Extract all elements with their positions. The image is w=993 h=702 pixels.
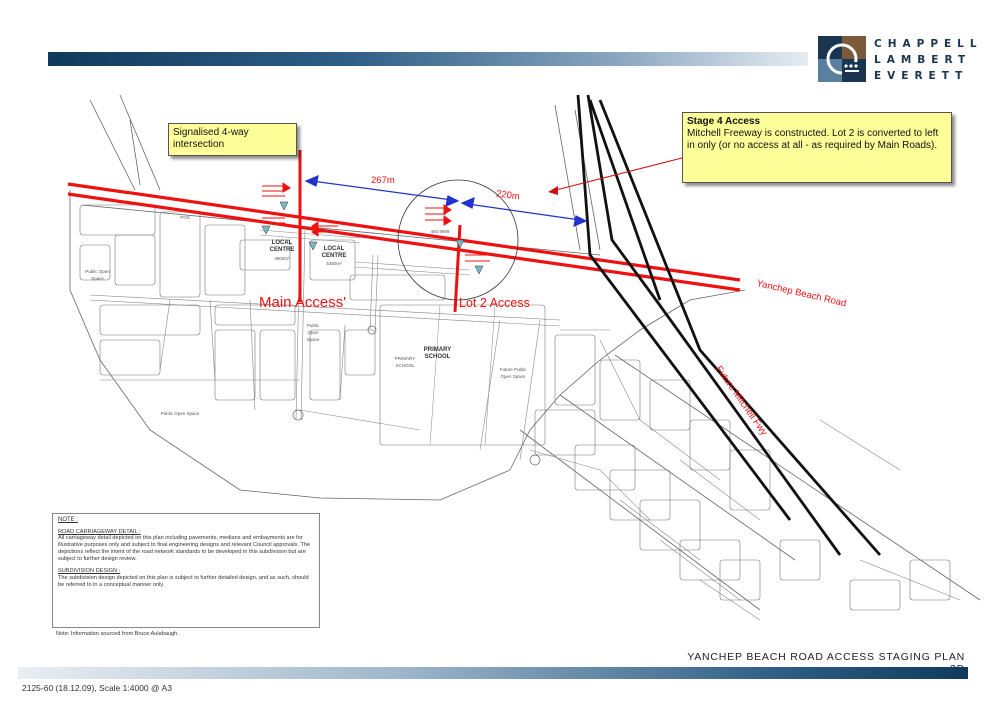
- future-mitchell-fwy-label: Future Mitchell Fwy: [712, 364, 770, 438]
- note-heading: NOTE :: [58, 517, 79, 523]
- signalised-intersection-text: Signalised 4-way intersection: [173, 127, 249, 150]
- footer-bar: [18, 667, 968, 679]
- school-grounds: [430, 305, 495, 445]
- logo-line-1: CHAPPELL: [874, 38, 983, 50]
- pos-label-1: Public Open Space: [85, 269, 110, 281]
- pos-label-3: Public Open Space: [160, 411, 200, 416]
- future-pos-label: Future Public Open Space: [499, 367, 527, 379]
- primary-school-label-2: PRIMARY SCHOOL: [394, 356, 416, 368]
- yanchep-beach-road-label: Yanchep Beach Road: [755, 278, 848, 310]
- road-carriageway-title: ROAD CARRIAGEWAY DETAIL :: [58, 528, 141, 535]
- signalised-intersection-callout: [168, 123, 297, 156]
- lot2-access-label: Lot 2 Access: [459, 296, 530, 310]
- pos-label-2: Public Open Space: [306, 323, 320, 342]
- local-centre-1-area: 3900m²: [274, 256, 290, 261]
- plan-reference: 2125-60 (18.12.09), Scale 1:4000 @ A3: [22, 683, 172, 693]
- logo-line-2: LAMBERT: [874, 54, 972, 66]
- local-centre-2-label: LOCAL CENTRE: [321, 246, 347, 259]
- plan-title: YANCHEP BEACH ROAD ACCESS STAGING PLAN: [687, 651, 965, 663]
- main-access-label: Main Access': [259, 294, 347, 311]
- stage4-title: Stage 4 Access: [687, 116, 761, 127]
- logo-line-3: EVERETT: [874, 70, 969, 82]
- subdivision-design-body: The subdivision design depicted on this plan is subject to further detailed design, and as such, should be referred to in a conceptual manner only.: [58, 574, 309, 588]
- stage4-body: Mitchell Freeway is constructed. Lot 2 is converted to left in only (or no access at all - as required by Main Roads).: [687, 128, 939, 151]
- information-source-note: Note: Information sourced from Bruce Aulabaugh.: [56, 631, 179, 637]
- distance-267-label: 267m: [371, 175, 395, 186]
- road-carriageway-body: All carriageway detail depicted on this plan including pavements, medians and embayments are for illustrative purposes only and subject to final engineering designs and relevant Council approvals. The depictions reflect the intent of the road network standards to be developed in this subdivision but are subject to further design review.: [58, 535, 311, 562]
- distance-220-label: 220m: [495, 188, 521, 203]
- subdivision-design-title: SUBDIVISION DESIGN :: [58, 568, 121, 575]
- note-box: [52, 513, 320, 628]
- pos-abbrev-label: POS: [180, 215, 190, 220]
- lot-number-label: 484.9999: [430, 229, 450, 234]
- local-centre-1-label: LOCAL CENTRE: [269, 240, 295, 253]
- callout-leader: [548, 158, 682, 195]
- local-centre-2-area: 5350m²: [326, 261, 342, 266]
- primary-school-label-1: PRIMARY SCHOOL: [423, 347, 452, 360]
- stage4-access-callout: [682, 112, 952, 183]
